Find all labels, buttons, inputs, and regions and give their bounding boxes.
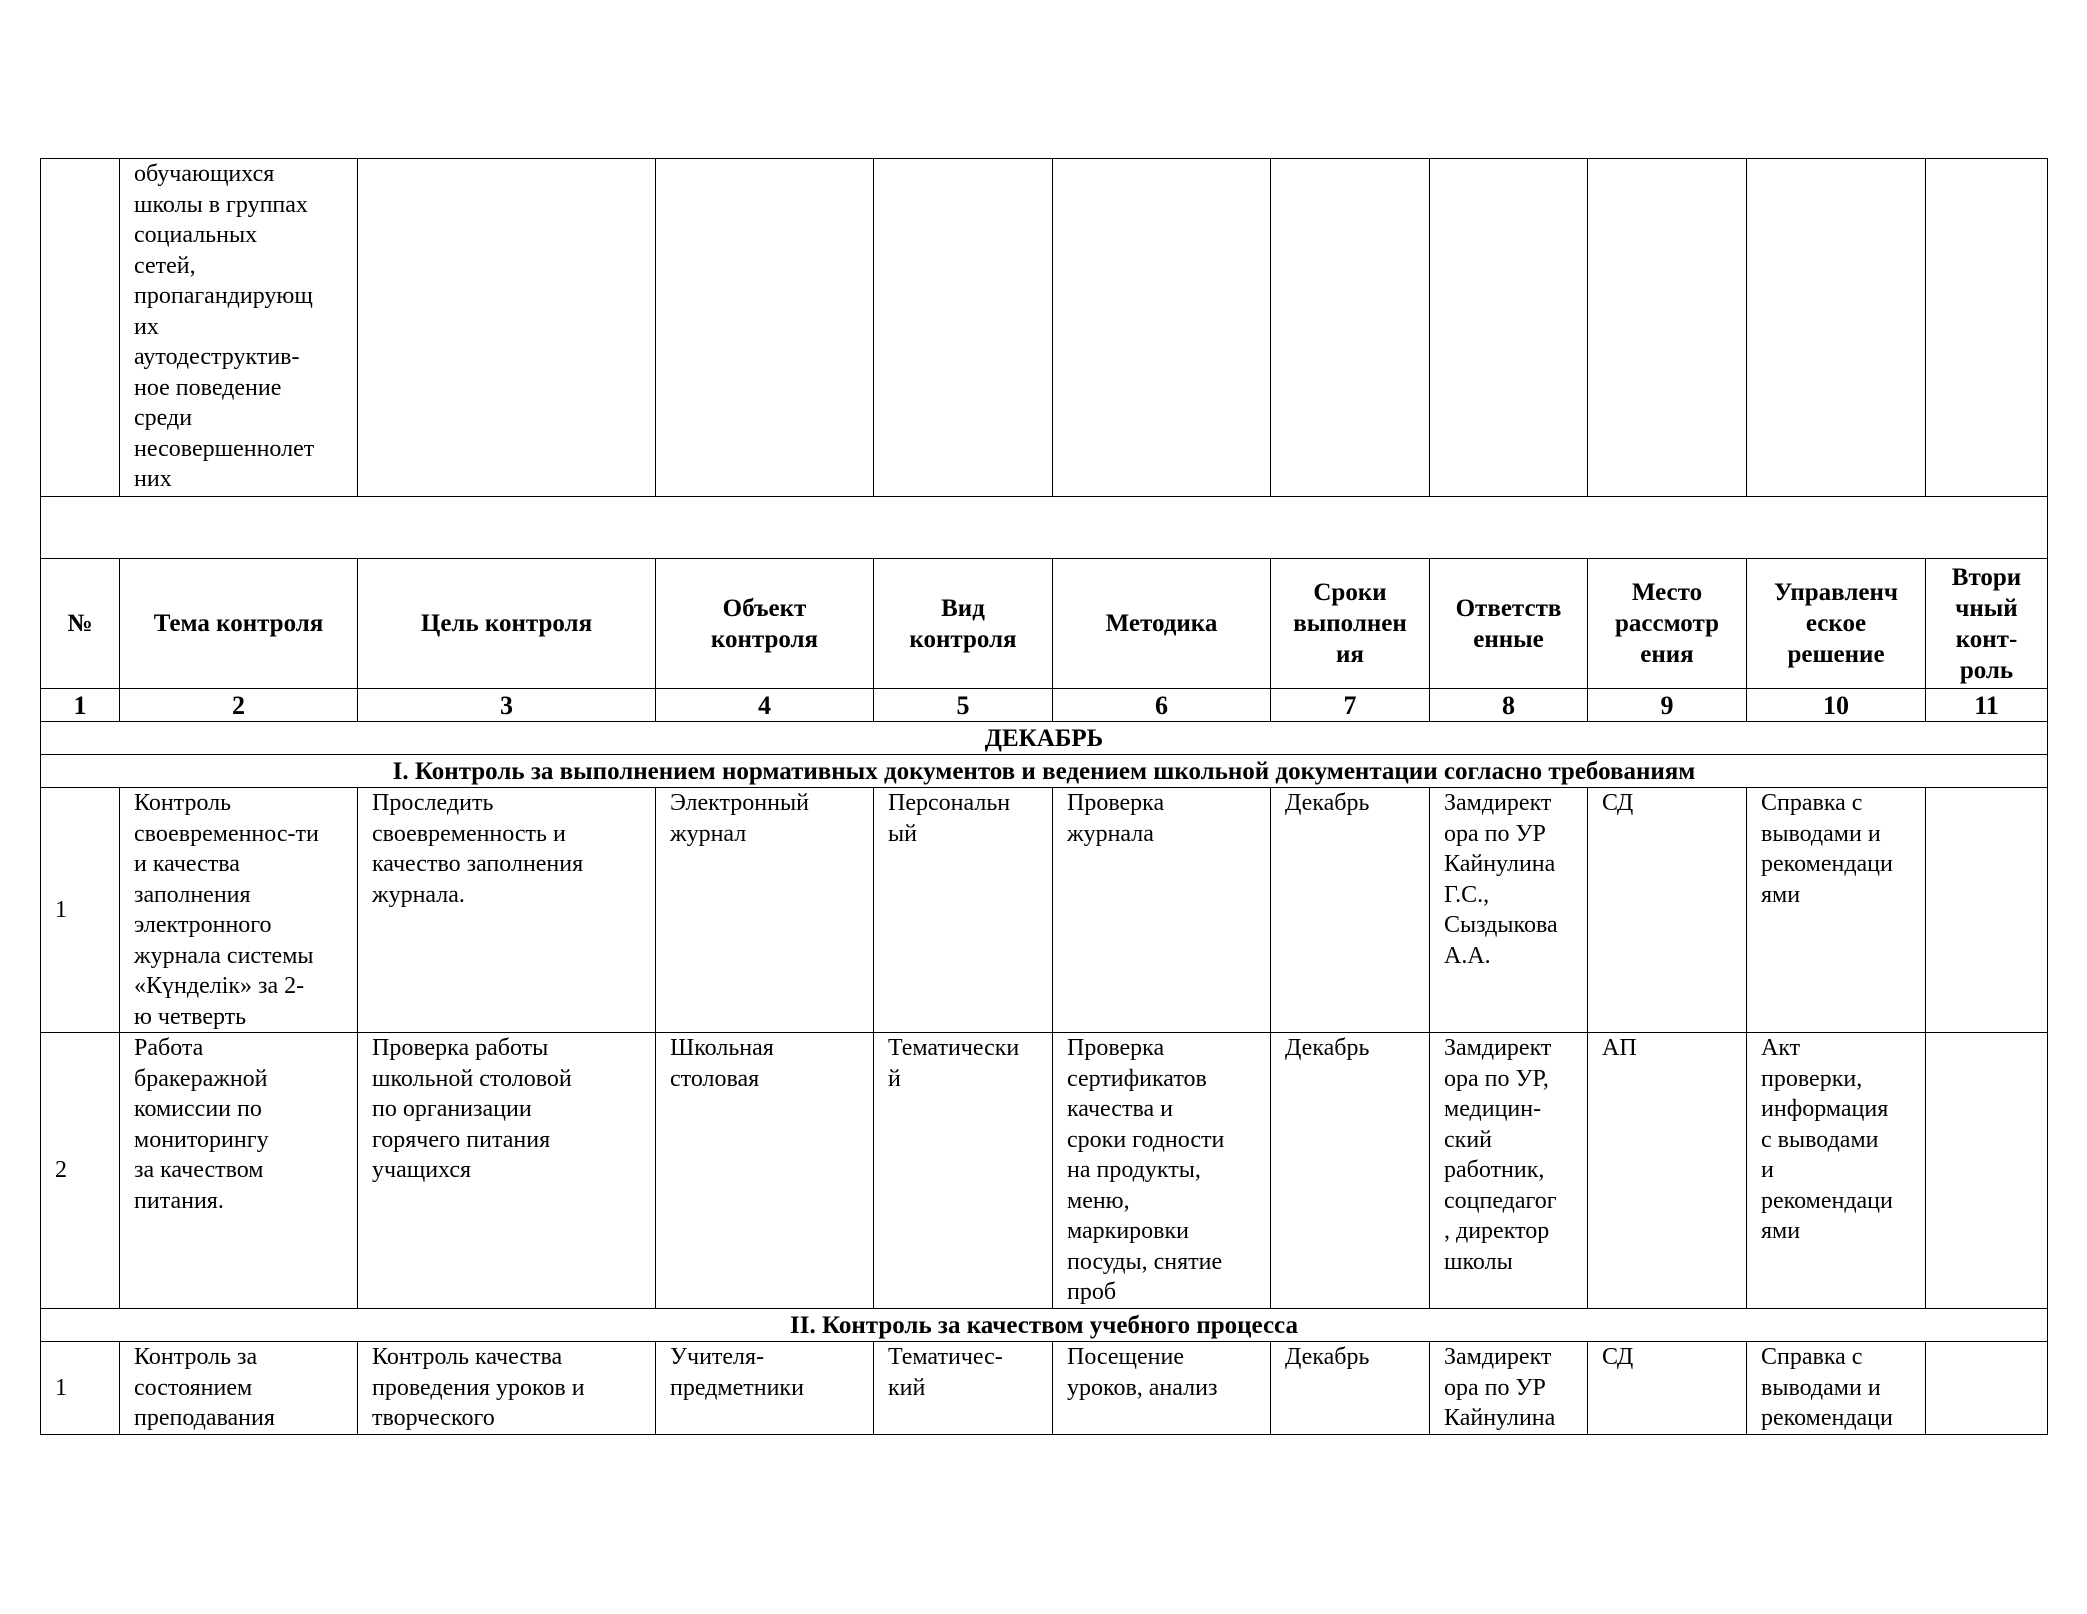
cell-method [1053, 159, 1271, 497]
column-number: 10 [1747, 689, 1926, 722]
cell-num: 2 [41, 1033, 120, 1309]
column-number: 4 [656, 689, 874, 722]
cell-decision [1747, 159, 1926, 497]
topic-text: обучающихся школы в группах социальных сетей, пропагандирующ их аутодеструктив- ное поведение среди несовершеннолет них [134, 161, 315, 492]
column-number: 5 [874, 689, 1053, 722]
cell-topic: Контроль за состоянием преподавания [120, 1342, 358, 1435]
column-numbers-row [41, 689, 2048, 722]
cell-deadline: Декабрь [1271, 1033, 1430, 1309]
column-number: 3 [358, 689, 656, 722]
cell-method: Проверка сертификатов качества и сроки годности на продукты, меню, маркировки посуды, снятие проб [1053, 1033, 1271, 1309]
cell-responsible: Замдирект ора по УР, медицин- ский работник, соцпедагог , директор школы [1430, 1033, 1588, 1309]
table-row [41, 788, 2048, 1033]
cell-secondary [1926, 159, 2048, 497]
header-method: Методика [1053, 559, 1271, 689]
column-number: 8 [1430, 689, 1588, 722]
header-num: № [41, 559, 120, 689]
cell-kind [874, 159, 1053, 497]
cell-method: Проверка журнала [1053, 788, 1271, 1033]
section-2-row [41, 1309, 2048, 1342]
cell-responsible: Замдирект ора по УР Кайнулина [1430, 1342, 1588, 1435]
cell-goal: Контроль качества проведения уроков и творческого [358, 1342, 656, 1435]
cell-object: Школьная столовая [656, 1033, 874, 1309]
header-kind: Вид контроля [874, 559, 1053, 689]
header-row [41, 559, 2048, 689]
section-1-title: I. Контроль за выполнением нормативных документов и ведением школьной документации согласно требованиям [41, 755, 2048, 788]
cell-object: Электронный журнал [656, 788, 874, 1033]
header-place: Место рассмотр ения [1588, 559, 1747, 689]
cell-secondary [1926, 1342, 2048, 1435]
header-decision: Управленч еское решение [1747, 559, 1926, 689]
cell-object [656, 159, 874, 497]
section-1-row [41, 755, 2048, 788]
header-deadline: Сроки выполнен ия [1271, 559, 1430, 689]
cell-topic: Работа бракеражной комиссии по мониторингу за качеством питания. [120, 1033, 358, 1309]
cell-num [41, 159, 120, 497]
cell-kind: Тематичес- кий [874, 1342, 1053, 1435]
column-number: 6 [1053, 689, 1271, 722]
table-row [41, 1033, 2048, 1309]
header-goal: Цель контроля [358, 559, 656, 689]
column-number: 7 [1271, 689, 1430, 722]
cell-place: АП [1588, 1033, 1747, 1309]
cell-place [1588, 159, 1747, 497]
cell-goal [358, 159, 656, 497]
section-2-title: II. Контроль за качеством учебного процесса [41, 1309, 2048, 1342]
header-object: Объект контроля [656, 559, 874, 689]
month-title: ДЕКАБРЬ [41, 722, 2048, 755]
column-number: 1 [41, 689, 120, 722]
cell-topic [120, 159, 358, 497]
spacer-cell [41, 497, 2048, 559]
cell-kind: Персональн ый [874, 788, 1053, 1033]
column-number: 9 [1588, 689, 1747, 722]
cell-object: Учителя- предметники [656, 1342, 874, 1435]
cell-goal: Проверка работы школьной столовой по организации горячего питания учащихся [358, 1033, 656, 1309]
cell-goal: Проследить своевременность и качество заполнения журнала. [358, 788, 656, 1033]
cell-deadline [1271, 159, 1430, 497]
column-number: 11 [1926, 689, 2048, 722]
cell-decision: Акт проверки, информация с выводами и рекомендаци ями [1747, 1033, 1926, 1309]
cell-responsible [1430, 159, 1588, 497]
column-number: 2 [120, 689, 358, 722]
month-row [41, 722, 2048, 755]
table-row [41, 1342, 2048, 1435]
control-plan-table [40, 158, 2048, 1435]
cell-responsible: Замдирект ора по УР Кайнулина Г.С., Сыздыкова А.А. [1430, 788, 1588, 1033]
carryover-row [41, 159, 2048, 497]
cell-secondary [1926, 1033, 2048, 1309]
header-secondary: Втори чный конт- роль [1926, 559, 2048, 689]
cell-topic: Контроль своевременнос-ти и качества заполнения электронного журнала системы «Күнделік» за 2- ю четверть [120, 788, 358, 1033]
spacer-row [41, 497, 2048, 559]
cell-decision: Справка с выводами и рекомендаци [1747, 1342, 1926, 1435]
cell-secondary [1926, 788, 2048, 1033]
cell-decision: Справка с выводами и рекомендаци ями [1747, 788, 1926, 1033]
header-responsible: Ответств енные [1430, 559, 1588, 689]
cell-deadline: Декабрь [1271, 1342, 1430, 1435]
cell-place: СД [1588, 1342, 1747, 1435]
cell-num: 1 [41, 788, 120, 1033]
cell-place: СД [1588, 788, 1747, 1033]
cell-num: 1 [41, 1342, 120, 1435]
cell-deadline: Декабрь [1271, 788, 1430, 1033]
header-topic: Тема контроля [120, 559, 358, 689]
cell-kind: Тематически й [874, 1033, 1053, 1309]
cell-method: Посещение уроков, анализ [1053, 1342, 1271, 1435]
